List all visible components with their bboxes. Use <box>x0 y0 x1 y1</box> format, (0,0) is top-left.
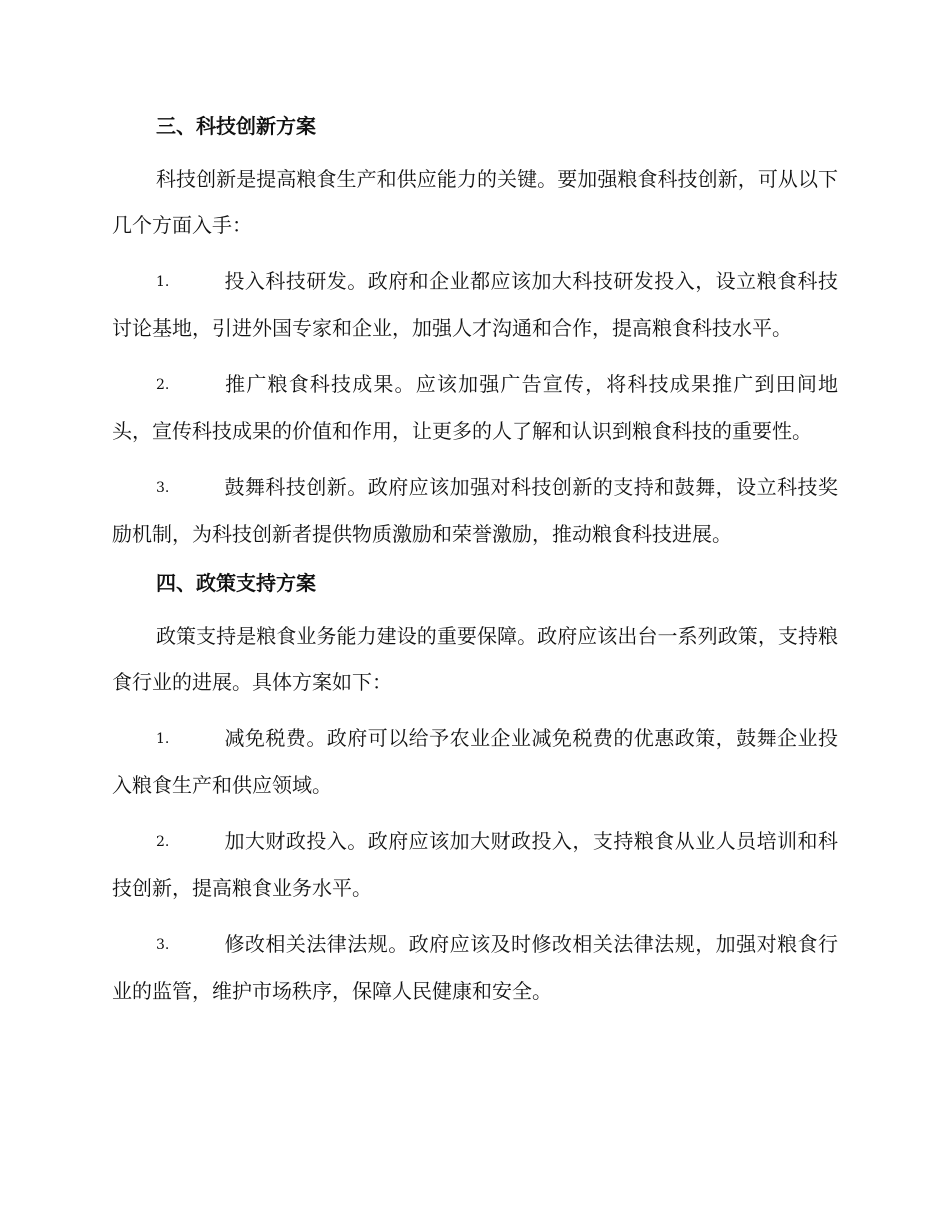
list-item-number: 2. <box>156 377 170 393</box>
list-item <box>112 818 838 911</box>
section-heading-tech-innovation: 三、科技创新方案 <box>156 114 316 138</box>
list-item-number: 3. <box>156 937 170 953</box>
list-item <box>112 715 838 808</box>
list-item <box>112 361 838 454</box>
section-intro-tech-innovation: 科技创新是提高粮食生产和供应能力的关键。要加强粮食科技创新，可从以下几个方面入手： <box>112 167 838 237</box>
section-intro-policy-support: 政策支持是粮食业务能力建设的重要保障。政府应该出台一系列政策，支持粮食行业的进展。具体方案如下： <box>112 624 838 694</box>
list-item <box>112 258 838 351</box>
list-item <box>112 921 838 1014</box>
list-item-text: 修改相关法律法规。政府应该及时修改相关法律法规，加强对粮食行业的监管，维护市场秩序，保障人民健康和安全。 <box>112 932 838 1003</box>
list-item-text: 投入科技研发。政府和企业都应该加大科技研发投入，设立粮食科技讨论基地，引进外国专家和企业，加强人才沟通和合作，提高粮食科技水平。 <box>112 269 838 340</box>
list-item-text: 推广粮食科技成果。应该加强广告宣传，将科技成果推广到田间地头，宣传科技成果的价值和作用，让更多的人了解和认识到粮食科技的重要性。 <box>112 372 838 443</box>
document-page <box>112 110 838 1024</box>
section-heading-policy-support: 四、政策支持方案 <box>156 571 316 595</box>
list-item <box>112 464 838 557</box>
list-item-text: 鼓舞科技创新。政府应该加强对科技创新的支持和鼓舞，设立科技奖励机制，为科技创新者提供物质激励和荣誉激励，推动粮食科技进展。 <box>112 475 838 546</box>
list-item-text: 减免税费。政府可以给予农业企业减免税费的优惠政策，鼓舞企业投入粮食生产和供应领域。 <box>112 726 838 797</box>
list-item-number: 3. <box>156 480 170 496</box>
list-item-text: 加大财政投入。政府应该加大财政投入，支持粮食从业人员培训和科技创新，提高粮食业务水平。 <box>112 829 838 900</box>
list-item-number: 1. <box>156 731 170 747</box>
list-item-number: 1. <box>156 274 170 290</box>
list-item-number: 2. <box>156 834 170 850</box>
